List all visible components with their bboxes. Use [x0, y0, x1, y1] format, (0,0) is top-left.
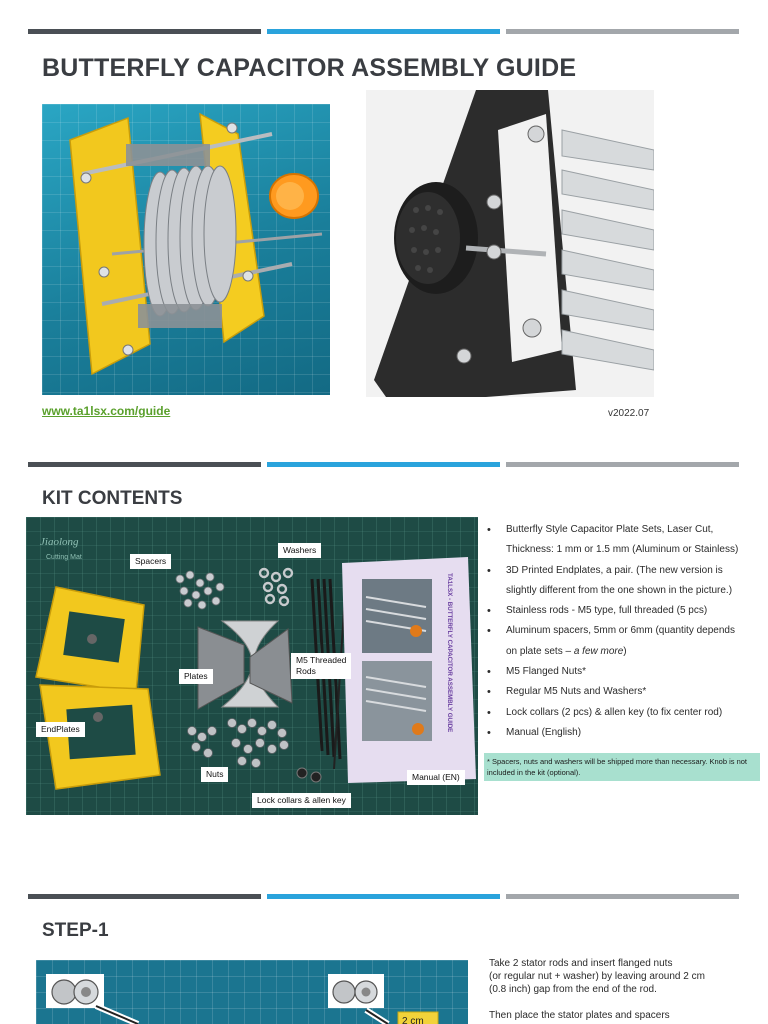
step1-line: (0.8 inch) gap from the end of the rod. [489, 984, 657, 995]
label-plates: Plates [179, 669, 213, 684]
step1-line: (or regular nut + washer) by leaving around 2 cm [489, 971, 705, 982]
kit-item: • Stainless rods - M5 type, full threaded (5 pcs) [486, 601, 762, 621]
divider-grey [506, 29, 739, 34]
kit-item: • Aluminum spacers, 5mm or 6mm (quantity depends [486, 621, 762, 641]
step1-photo [36, 960, 468, 1024]
kit-item: • Manual (English) [486, 723, 762, 743]
kit-item: Thickness: 1 mm or 1.5 mm (Aluminum or Stainless) [506, 544, 739, 556]
mat-sub: Cutting Mat [46, 554, 82, 561]
kit-item: • Regular M5 Nuts and Washers* [486, 682, 762, 702]
label-washers: Washers [278, 543, 321, 558]
step1-instructions [489, 957, 759, 1022]
label-manual: Manual (EN) [407, 770, 465, 785]
kit-contents-title: KIT CONTENTS [42, 488, 183, 509]
mat-brand: Jiaolong [40, 536, 79, 548]
divider-blue [267, 29, 500, 34]
step1-line: Take 2 stator rods and insert flanged nuts [489, 958, 673, 969]
divider-grey [506, 894, 739, 899]
step1-line: Then place the stator plates and spacers [489, 1010, 670, 1021]
divider-grey [506, 462, 739, 467]
capacitor-photo-front [42, 104, 330, 395]
kit-item: • Butterfly Style Capacitor Plate Sets, Laser Cut, [486, 520, 762, 540]
manual-cover-text: TA1LSX - BUTTERFLY CAPACITOR ASSEMBLY GUIDE [446, 573, 453, 733]
divider-blue [267, 894, 500, 899]
divider-blue [267, 462, 500, 467]
kit-item: • M5 Flanged Nuts* [486, 662, 762, 682]
label-nuts: Nuts [201, 767, 228, 782]
kit-item: slightly different from the one shown in the picture.) [506, 584, 733, 596]
label-endplates: EndPlates [36, 722, 85, 737]
guide-link[interactable]: www.ta1lsx.com/guide [42, 404, 171, 418]
label-spacers: Spacers [130, 554, 171, 569]
label-lock-collars: Lock collars & allen key [252, 793, 351, 808]
label-rods: M5 Threaded Rods [291, 653, 351, 679]
kit-item: • 3D Printed Endplates, a pair. (The new version is [486, 561, 762, 581]
kit-item: on plate sets – a few more) [506, 645, 627, 657]
divider-dark [28, 462, 261, 467]
step1-spacer [489, 996, 759, 1009]
kit-item: • Lock collars (2 pcs) & allen key (to fix center rod) [486, 703, 762, 723]
divider-dark [28, 894, 261, 899]
kit-contents-photo [26, 517, 478, 815]
version-label: v2022.07 [608, 408, 650, 419]
divider-dark [28, 29, 261, 34]
step1-gap-label: 2 cm [402, 1016, 424, 1024]
page-title: BUTTERFLY CAPACITOR ASSEMBLY GUIDE [42, 54, 577, 82]
capacitor-photo-side [366, 90, 654, 397]
shipping-note: * Spacers, nuts and washers will be shipped more than necessary. Knob is not included in the kit (optional). [484, 753, 760, 781]
kit-contents-list [486, 520, 762, 743]
step1-title: STEP-1 [42, 920, 109, 941]
